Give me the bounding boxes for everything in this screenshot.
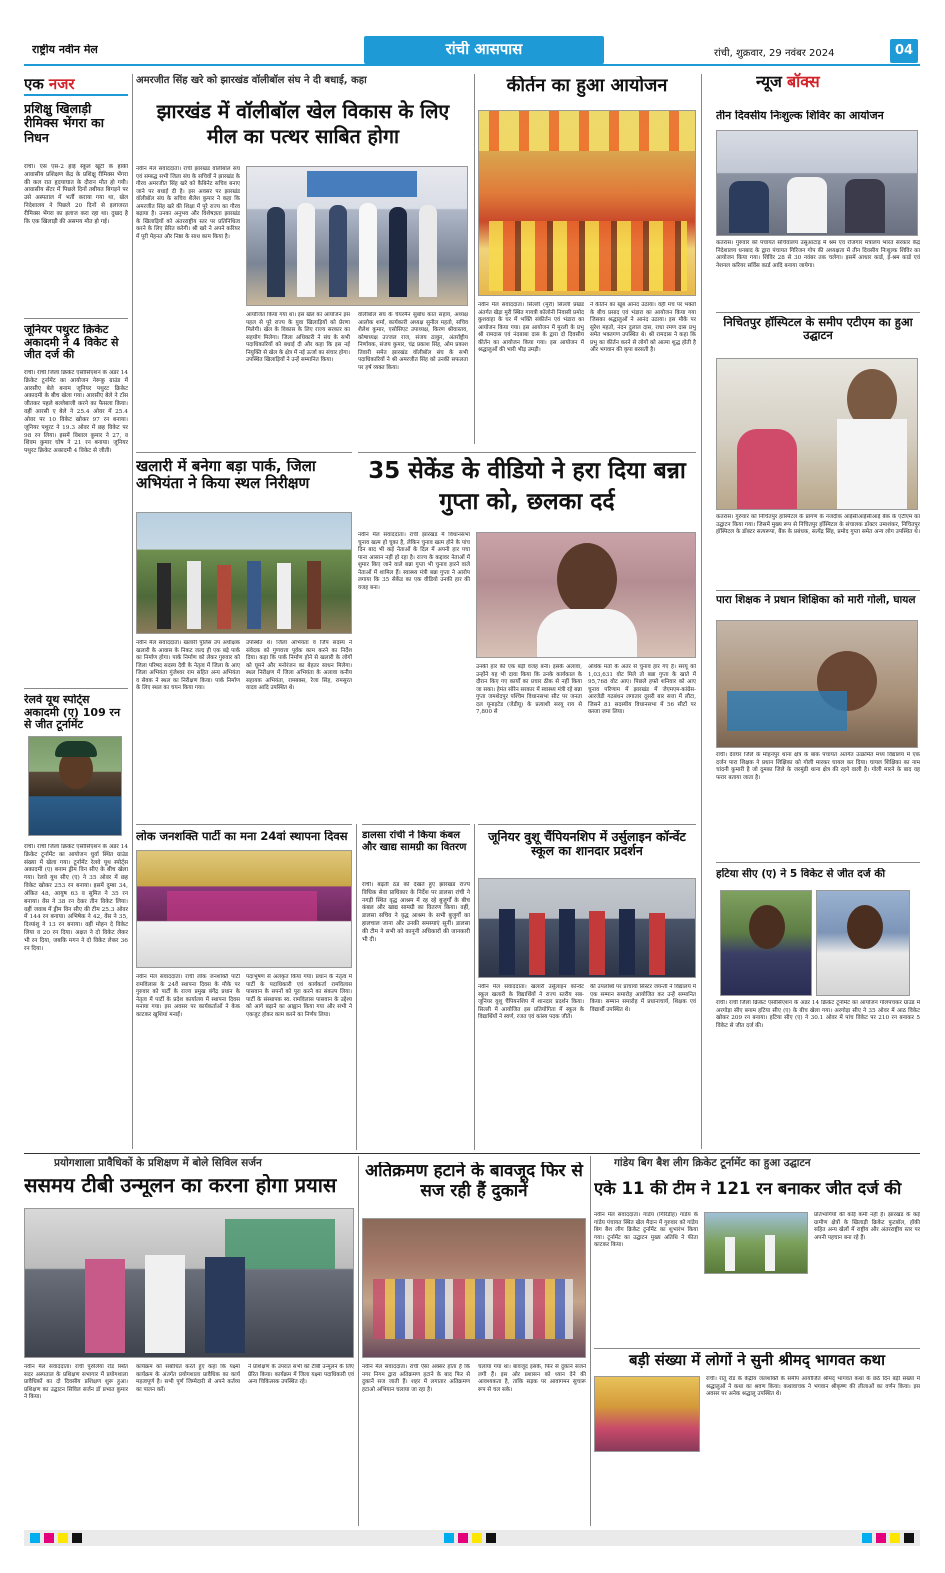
swatch-cyan — [862, 1533, 872, 1543]
divider — [478, 824, 696, 825]
cricketer-photo — [28, 736, 122, 836]
story-body-col2: उपस्थित थे। जिला अभियंता व जिप सदस्य ने संवेदक को गुणवत्ता पूर्वक काम करने का निर्देश दिया। कहा कि पार्क निर्माण होने से खलारी के लोगों को घूमने और मनोरंजन का बेहतर साधन मिलेगा। स्थल निरीक्षण में जिला अभियंता के अलावा कनीय सहायक अभियंता, रामबक्स, रेजा सिंह, रामसुरत यादव आदि उपस्थित थे। — [246, 640, 352, 692]
news-box-column — [706, 72, 920, 1152]
kirtan-photo — [478, 110, 696, 296]
column-divider — [474, 824, 475, 1150]
divider — [716, 590, 920, 591]
story-body-col2: उनकी हार की एक बड़ी वजह बनी। इसके अलावा, उन्होंने यह भी दावा किया कि उनके कार्यकाल के दौरान किए गए कार्यों का प्रचार ठीक से नहीं किया जा सका। हेमंत सोरेन सरकार में स्वास्थ्य मंत्री रहे बन्ना गुप्ता जमशेदपुर पश्चिम विधानसभा सीट पर जनता दल यूनाइटेड (जेडीयू) के प्रत्याशी सरयू राय से 7,800 से — [476, 664, 582, 716]
park-site-photo — [136, 512, 352, 634]
story-headline: जूनियर वुशू चैंपियनशिप में उर्सुलाइन कॉन्वेंट स्कूल का शानदार प्रदर्शन — [488, 830, 686, 859]
story-headline: एके 11 की टीम ने 121 रन बनाकर जीत दर्ज की — [594, 1180, 902, 1198]
print-registration-bar — [24, 1530, 920, 1546]
swatch-magenta — [458, 1533, 468, 1543]
story-title: तीन दिवसीय निःशुल्क शिविर का आयोजन — [716, 110, 884, 122]
section-title: रांची आसपास — [445, 41, 523, 58]
story-body-col2: पदाभूषण से अलंकृत किया गया। प्रधान के नेतृत्व में पार्टी के पदाधिकारी एवं कार्यकर्ता रामविलास पासवान के सपनों को पूरा करने का संकल्प लिया। पार्टी के संस्थापक स्व. रामविलास पासवान के उद्देश्य को आगे बढ़ाने का आह्वान किया गया और सभी ने एकजुट होकर काम करने का निर्णय लिया। — [246, 974, 352, 1018]
story-body: कतरास। गुरुवार को निचितपुर हॉस्पिटल के प्रांगण के नजदीक आईसीआईसीआई बैंक के एटीएम का उद्घाटन किया गया। जिसमें मुख्य रूप से निचितपुर हॉस्पिटल के संचालक डॉक्टर उमाशंकर, निचितपुर हॉस्पिटल के डॉक्टर सत्यरूपा, बैंक के प्रबंधक, सत्येंद्र सिंह, प्रमोद गुप्ता समेत अन्य लोग उपस्थित थे। — [716, 514, 920, 536]
column-divider — [474, 74, 475, 444]
story-body-col1: नवीन मेल संवाददाता। खलारी उर्सुलाइन कॉन्वेंट स्कूल खलारी के विद्यार्थियों ने राज्य स्तरीय सब-जूनियर वुशू चैंपियनशिप में शानदार प्रदर्शन किया। सिल्ली में आयोजित इस प्रतियोगिता में स्कूल के विद्यार्थियों ने स्वर्ण, रजत एवं कांस्य पदक जीते। — [478, 984, 584, 1021]
story-title: जूनियर पथुरट क्रिकेट अकादमी ने 4 विकेट से जीत दर्ज की — [24, 324, 119, 362]
swatch-black — [904, 1533, 914, 1543]
divider — [24, 688, 128, 689]
bhagwat-katha-photo — [594, 1376, 700, 1452]
news-box-label-b: बॉक्स — [786, 72, 820, 91]
page-date: रांची, शुक्रवार, 29 नवंबर 2024 — [714, 48, 835, 59]
divider — [24, 318, 128, 319]
story-body-col2: आयोजित किया गया था। इस खेल का आयोजन इस पहल से पूरे राज्य के युवा खिलाड़ियों को प्रेरणा मिलेगी। खेल के विकास के लिए राज्य सरकार का सहयोग मिलेगा। जिला अधिकारी ने संघ के सभी पदाधिकारियों को बधाई दी और कहा कि इस नई नियुक्ति से खेल के क्षेत्र में नई ऊर्जा का संचार होगा। उपस्थित खिलाड़ियों ने उन्हें सम्मानित किया। — [246, 312, 350, 364]
story-body-col1: नवीन मेल संवाददाता। खलारी पुलिस उप अधीक्षक खलारी के आवास के निकट जल्द ही एक बड़े पार्क का निर्माण होगा। पार्क निर्माण को लेकर गुरुवार को जिला परिषद सदस्य देवी के नेतृत्व में जिला के आए जिला अभियंता गुंजेश्वर राम सहित अन्य अभियंता व सेवक ने स्थल का निरीक्षण किया। पार्क निर्माण के लिए स्थल का चयन किया गया। — [136, 640, 240, 692]
story-body: कतरास। गुरुवार को पंचायत सचिवालय उसुआटांड़ में श्रम एवं रोजगार मंत्रालय भारत सरकार केंद्र निदेशालय धनबाद के द्वारा पंचायत गिरिजन गोप की अध्यक्षता में तीन दिवसीय निःशुल्क शिविर का आयोजन किया गया। शिविर 28 से 30 नवंबर तक चलेगा। इसमें आधार कार्ड, ई-श्रम कार्ड एवं नेशनल करियर सर्विस कार्ड आदि बनाया जायेगा। — [716, 240, 920, 270]
ek-nazar-label-a: एक — [24, 75, 44, 93]
banna-gupta-photo — [476, 532, 696, 658]
column-divider — [132, 74, 133, 1149]
story-body-col1: नवीन मेल संवाददाता। रांची पुरुलिया रोड स्थित सदर अस्पताल के प्रशिक्षण सभागार में प्रयोगशाला प्रावैधिकों का दो दिवसीय प्रशिक्षण शुरू हुआ। प्रशिक्षण का उद्घाटन सिविल सर्जन डॉ प्रभात कुमार ने किया। — [24, 1364, 128, 1401]
divider — [362, 824, 470, 825]
masthead — [24, 36, 920, 66]
story-body-col3: वॉलीबॉल संघ के चेयरमैन सुबोध कांत सहाय, अध्यक्ष आलोक शर्मा, कार्यकारी अध्यक्ष सुनील महतो, सचिव शैलेश कुमार, एसोसिएट उपाध्यक्ष, किरण श्रीवास्तव, कोषाध्यक्ष उज्जल राज, संजय ठाकुर, अंतर्राष्ट्रीय निर्णायक, संजय कुमार, चंद्र प्रकाश सिंह, ओम प्रकाश तिवारी समेत झारखंड वॉलीबॉल संघ के सभी पदाधिकारियों ने श्री अमरजीत सिंह को उनकी सफलता पर हर्ष व्यक्त किया। — [358, 312, 468, 371]
story-body-col2: प्रतिभागियों की कोई कमी नहीं है। झारखंड के कई ग्रामीण क्षेत्रों के खिलाड़ी क्रिकेट फुटबॉल, हॉकी सहित अन्य खेलों में राष्ट्रीय और अंतरराष्ट्रीय स्तर पर अपनी पहचान बना रहे हैं। — [814, 1212, 920, 1241]
dalsa-story — [362, 824, 470, 1152]
story-headline: कीर्तन का हुआ आयोजन — [506, 76, 668, 96]
ek-nazar-column — [24, 74, 128, 1149]
news-box-header — [756, 72, 916, 96]
brand-logo: राष्ट्रीय नवीन मेल — [32, 44, 98, 56]
story-title: रेलवे यूथ स्पोर्ट्स अकादमी (ए) 109 रन से जीत टूर्नामेंट — [24, 694, 121, 732]
story-body-col3: अधिक मतों के अंतर से चुनाव हार गए हैं। सरयू को 1,03,631 वोट मिले तो बन्ना गुप्ता के खाते में 95,768 वोट आए। पिछले हफ्ते शनिवार को आए चुनाव परिणाम में झारखंड में जेएमएम-कांग्रेस-आरजेडी गठबंधन लगातार दूसरी बार सत्ता में लौटा, जिसने 81 सदस्यीय विधानसभा में 56 सीटों पर कब्जा जमा लिया। — [588, 664, 696, 716]
story-body: रांची। बढ़ती ठंड को देखते हुए झारखंड राज्य विधिक सेवा प्राधिकार के निर्देश पर डालसा रांची ने नगड़ी स्थित वृद्ध आश्रम में रह रहे बुजुर्गों के बीच कंबल और खाद्य सामग्री का वितरण किया। वहीं, डालसा सचिव ने वृद्ध आश्रम के सभी बुजुर्गों का हालचाल जाना और उनकी समस्याएं सुनीं। डालसा की टीम ने सभी को कानूनी अधिकारों की जानकारी भी दी। — [362, 882, 470, 943]
encroachment-story — [362, 1156, 586, 1526]
story-body: रांची। रांची जिला क्रिकेट एसोसिएशन के अंडर 14 क्रिकेट टूर्नामेंट का आयोजन गोलपचकर ग्राउंड में अरगोड़ा सीए बनाम हटिया सीए (ए) के बीच खेला गया। अरगोड़ा सीए ने 35 ओवर में आठ विकेट खोकर 209 रन बनाया। हटिया सीए (ए) ने 30.1 ओवर में पांच विकेट पर 210 रन बनाकर 5 विकेट से जीत दर्ज की। — [716, 1000, 920, 1030]
shooting-photo — [716, 620, 918, 748]
section-banner — [364, 36, 604, 64]
story-headline: डालसा रांची ने किया कंबल और खाद्य सामग्री का वितरण — [362, 830, 467, 853]
ljp-story — [136, 824, 352, 1152]
park-story — [136, 452, 352, 822]
swatch-black — [72, 1533, 82, 1543]
page-number: 04 — [890, 39, 918, 63]
wushu-team-photo — [478, 878, 696, 978]
atm-photo — [716, 358, 918, 510]
ljp-event-photo — [136, 850, 352, 968]
divider — [358, 452, 696, 453]
divider — [136, 824, 352, 825]
story-title: प्रशिक्षु खिलाड़ी रीमिक्स भेंगरा का निधन — [24, 102, 104, 145]
divider — [594, 1348, 920, 1349]
story-body-col2: कार्यक्रम को संबोधित करते हुए कहा कि यक्ष्मा कार्यक्रम के अंतर्गत प्रयोगशाला प्रावैधिक का कार्य महत्वपूर्ण है। सभी पूर्ण जिम्मेदारी से अपने कर्तव्य का पालन करें। — [136, 1364, 240, 1393]
story-body: रांची। देवघर जिले के मोहनपुर थाना क्षेत्र के बांक पंचायत अंतर्गत उत्क्रमित मध्य विद्यालय में एक दर्जन पारा शिक्षक ने प्रधान शिक्षिका को गोली मारकर घायल कर दिया। घायल शिक्षिका का नाम चांदनी कुमारी है जो दुमका जिले के जरमुंडी थाना क्षेत्र की रहने वाली है। गोली मारने के बाद वह फरार बताया जाता है। — [716, 752, 920, 782]
story-kicker: गांडेय बिग बैश लीग क्रिकेट टूर्नामेंट का हुआ उद्घाटन — [614, 1157, 811, 1169]
swatch-magenta — [876, 1533, 886, 1543]
story-kicker: प्रयोगशाला प्रावैधिकों के प्रशिक्षण में बोले सिविल सर्जन — [54, 1157, 262, 1169]
player-photo-left — [720, 890, 812, 996]
divider — [136, 452, 352, 453]
story-body-col1: नवीन मेल संवाददाता। रांची झारखंड वॉलीबॉल संघ एवं सम्बद्ध सभी जिला संघ के सचिवों ने झारखंड के गौरव अमरजीत सिंह खरे को कैबिनेट सचिव बनाए जाने पर बधाई दी है। इस अवसर पर झारखंड वॉलीबॉल संघ के सचिव शैलेश कुमार ने कहा कि अमरजीत सिंह खरे की शिक्षा में पूरे राज्य का गौरव बढ़ाया है। उनका अनुभव और विशेषज्ञता झारखंड के खिलाड़ियों को अंतरराष्ट्रीय स्तर पर प्रतिनिधित्व करने के लिए प्रेरित करेगी। श्री खरे ने अपने करियर में पूरी मेहनत और निष्ठा के साथ काम किया है। — [136, 166, 240, 240]
story-body: रांची। रातू रोड के केंद्रीय जलशक्ति के समीप आयोजित श्रीमद् भागवत कथा के छठे दिन बड़ी संख्या में श्रद्धालुओं ने कथा का श्रवण किया। कथावाचक ने भगवान श्रीकृष्ण की लीलाओं का वर्णन किया। इस अवसर पर अनेक श्रद्धालु उपस्थित थे। — [706, 1376, 920, 1398]
story-headline: झारखंड में वॉलीबॉल खेल विकास के लिए मील का पत्थर साबित होगा — [156, 100, 450, 148]
camp-photo — [716, 130, 918, 236]
column-divider — [356, 824, 357, 1150]
divider — [716, 312, 920, 313]
swatch-cyan — [30, 1533, 40, 1543]
gupta-story — [358, 452, 696, 822]
bhagwat-story — [594, 1348, 920, 1526]
ek-nazar-label-b: नजर — [48, 75, 75, 93]
story-body-col1: नवीन मेल संवाददाता। रांची झारखंड में विधानसभा चुनाव खत्म हो चुका है, लेकिन चुनाव खत्म होने के पांच दिन बाद भी कई नेताओं के दिल में अपनी हार पचा पाना आसान नहीं हो रहा है। राज्य के कद्दावर नेताओं में शुमार किए जाने वाले बन्ना गुप्ता भी चुनाव हारने वाले नेताओं में शामिल हैं। स्वास्थ्य मंत्री बन्ना गुप्ता ने आरोप लगाया कि 35 सेकेंड का एक वीडियो उनकी हार की वजह बना। — [358, 532, 470, 591]
story-headline: खलारी में बनेगा बड़ा पार्क, जिला अभियंता ने किया स्थल निरीक्षण — [136, 458, 316, 493]
swatch-black — [486, 1533, 496, 1543]
divider — [716, 862, 920, 863]
story-headline: 35 सेकेंड के वीडियो ने हरा दिया बन्ना गुप्ता को, छलका दर्द — [368, 458, 686, 516]
story-kicker: अमरजीत सिंह खरे को झारखंड वॉलीबॉल संघ ने दी बधाई, कहा — [136, 75, 367, 86]
story-headline: ससमय टीबी उन्मूलन का करना होगा प्रयास — [24, 1174, 337, 1197]
story-body: रांची। रांची जिला क्रिकेट एसोसिएशन के अंडर 14 क्रिकेट टूर्नामेंट का आयोजन नेरूकु ग्राउंड में आरसीए बेले बनाम जूनियर पथुरट क्रिकेट अकादमी के बीच खेला गया। आरसीए बेले ने टॉस जीतकर पहले बल्लेबाजी करने का फैसला किया। वहीं आरसी ए बेले ने 25.4 ओवर में 25.4 ओवर पर 10 विकेट खोकर 97 रन बनाया। जूनियर पथुरट ने 19.3 ओवर में छह विकेट पर 98 रन लिया। इसमें विशाल कुमार ने 27, व शिवम कुमार घोष ने 21 रन बनाया। जूनियर पथुरट क्रिकेट अकादमी 4 विकेट से जीती। — [24, 370, 128, 455]
column-divider — [590, 1156, 591, 1526]
story-body-col1: नवीन मेल संवाददाता। रांची लोक जनशक्ति पार्टी रामविलास के 24वें स्थापना दिवस के मौके पर गुरुवार को पार्टी के राज्य प्रमुख बंगेंद्र प्रधान के नेतृत्व में पार्टी के प्रदेश कार्यालय में स्थापना दिवस मनाया गया। इस अवसर पर कार्यकर्ताओं ने केक काटकर खुशियां मनाईं। — [136, 974, 240, 1018]
story-body-col2: की उपलब्धि पर प्राचार्या सिस्टर जयन्ती ने विद्यालय में एक सम्मान समारोह आयोजित कर उन्हें सम्मानित किया। सम्मान समारोह में प्रधानाचार्य, शिक्षक एवं विद्यार्थी उपस्थित थे। — [590, 984, 696, 1013]
section-divider — [24, 1153, 920, 1154]
story-body: रांची। एस एस-2 हाई स्कूल खूंटी के हॉकी आवासीय प्रशिक्षण केंद्र के प्रशिक्षु रीमिक्स भेंगरा की कल रात हृदयाघात के दौरान मौत हो गयी। आवासीय सेंटर में पिछले दिनों तबीयत बिगड़ने पर उसे अस्पताल में भर्ती कराया गया था, खेल निदेशालय ने पिछले 20 दिनों से इलाजरत रीमिक्स भेंगरा का इलाज करा रहा था। दुखद है कि एक खिलाड़ी की असमय मौत हो गई। — [24, 164, 128, 225]
swatch-yellow — [890, 1533, 900, 1543]
story-body-col1: नवीन मेल संवाददाता। रांची ऐसा अक्सर होता है कि नगर निगम द्वारा अतिक्रमण हटाने के बाद फिर से दुकानें सज जाती हैं। शहर में लगातार अतिक्रमण हटाओ अभियान चलाया जा रहा है। — [362, 1364, 470, 1393]
column-divider — [701, 74, 702, 1149]
swatch-yellow — [58, 1533, 68, 1543]
story-body-col1: नवीन मेल संवाददाता। गांडेय (गिरिडीह) गांडेय के गांडेय पंचायत स्थित खेल मैदान में गुरुवार को गांडेय बिग बैश लीग क्रिकेट टूर्नामेंट का शुभारंभ किया गया। टूर्नामेंट का उद्घाटन मुख्य अतिथि ने फीता काटकर किया। — [594, 1212, 698, 1249]
wushu-story — [478, 824, 696, 1152]
story-body-col2: ने कीर्तन का खूब आनंद उठाया। वहीं मंच पर भक्तों के बीच प्रसाद एवं भंडारा का आयोजन किया गया जिसका श्रद्धालुओं ने आनंद उठाया। इस मौके पर सुरेश महतो, नंदन दुलाल दास, राधा रमण दास प्रभु समेत भक्तगण उपस्थित थे। श्री रामदास ने कहा कि प्रभु का कीर्तन करने से लोगों को आत्मा शुद्ध होती है और भगवान की कृपा बरसती है। — [590, 302, 696, 354]
story-headline: बड़ी संख्या में लोगों ने सुनी श्रीमद् भागवत कथा — [629, 1352, 885, 1369]
story-headline: लोक जनशक्ति पार्टी का मना 24वां स्थापना दिवस — [136, 830, 348, 843]
story-body-col1: नवीन मेल संवाददाता। सिल्ली (मुरी) सिल्ली प्रखंड अंतर्गत खेड़ा मुरी स्थित गायत्री कॉलोनी निवासी प्रमोद कुशवाहा के घर में भक्ति संकीर्तन एवं भंडारा का आयोजन किया गया। इस आयोजन में मुरली के प्रभु श्री रामदास एवं नंदबाबा दास के द्वारा दो दिवसीय कीर्तन का आयोजन किया गया। इस आयोजन में श्रद्धालुओं की भारी भीड़ उमड़ी। — [478, 302, 584, 354]
player-photo-right — [816, 890, 910, 996]
story-title: हटिया सीए (ए) ने 5 विकेट से जीत दर्ज की — [716, 868, 886, 880]
news-box-label-a: न्यूज — [756, 72, 782, 91]
swatch-yellow — [472, 1533, 482, 1543]
cricket-match-photo — [704, 1212, 808, 1274]
tb-training-photo — [24, 1208, 354, 1358]
story-title: पारा शिक्षक ने प्रधान शिक्षिका को मारी गोली, घायल — [716, 594, 916, 606]
volleyball-story — [136, 72, 470, 452]
swatch-cyan — [444, 1533, 454, 1543]
giridih-cricket-story — [594, 1156, 920, 1346]
kirtan-story — [478, 72, 696, 452]
story-headline: अतिक्रमण हटाने के बावजूद फिर से सज रही हैं दुकानें — [365, 1162, 583, 1201]
story-body: रांची। रांची जिला क्रिकेट एसोसिएशन के अंडर 14 क्रिकेट टूर्नामेंट का आयोजन धुर्वा स्थित ग्राउंड संख्या में खेला गया। टूर्नामेंट रेलवे यूथ स्पोर्ट्स अकादमी (ए) बनाम ड्रीम विन सीए के बीच खेला गया। रेलवे यूथ सीए (ए) ने 35 ओवर में छह विकेट खोकर 253 रन बनाया। इसमें दुम्बा 34, अंकित 48, आयुष 63 व सुमित ने 35 रन बनाया। वेंस ने 38 रन देकर तीन विकेट लिया। वहीं जवाब में ड्रीम विन सीए की टीम 25.3 ओवर में 144 रन बनाया। अभिषेक ने 42, वेंस ने 35, दिव्यांशु ने 13 रन बनाया। वहीं मोहन दे विकेट लिया व 20 रन दिया। अक्षत ने दो विकेट लेकर भी रन दिया, जबकि मगन ने दो विकेट लेकर 36 रन दिया। — [24, 844, 128, 952]
ek-nazar-header — [24, 74, 128, 96]
column-divider — [358, 1156, 359, 1526]
swatch-magenta — [44, 1533, 54, 1543]
tb-story — [24, 1156, 354, 1526]
market-stalls-photo — [362, 1218, 586, 1358]
story-body-col3: ने प्रशिक्षण के उपरांत सभी को टीबी उन्मूलन के लिए प्रेरित किया। कार्यक्रम में जिला यक्ष्मा पदाधिकारी एवं अन्य चिकित्सक उपस्थित रहे। — [248, 1364, 354, 1386]
story-body-col2: चलाया गया था। बावजूद इसके, फिर से दुकानें सजने लगी हैं। इस ओर प्रशासन को ध्यान देने की आवश्यकता है, ताकि सड़क पर आवागमन सुचारू रूप से चल सके। — [478, 1364, 586, 1393]
volleyball-event-photo — [246, 166, 468, 306]
story-title: निचितपुर हॉस्पिटल के समीप एटीएम का हुआ उद्घाटन — [723, 316, 913, 343]
